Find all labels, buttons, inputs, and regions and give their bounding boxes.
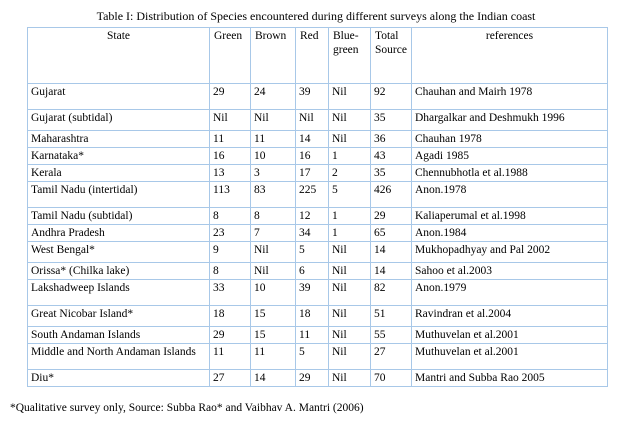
table-row <box>28 131 608 148</box>
cell-green: 9 <box>210 242 251 263</box>
cell-reference: Dhargalkar and Deshmukh 1996 <box>412 110 608 131</box>
cell-brown: Nil <box>251 242 296 263</box>
footnote: *Qualitative survey only, Source: Subba Rao* and Vaibhav A. Mantri (2006) <box>10 402 364 414</box>
header-green: Green <box>210 28 251 84</box>
header-bluegreen-line2: green <box>333 44 359 56</box>
table-row <box>28 263 608 280</box>
cell-brown: 24 <box>251 84 296 110</box>
cell-state: Diu* <box>28 370 210 387</box>
cell-bluegreen: Nil <box>329 344 371 370</box>
cell-bluegreen: Nil <box>329 242 371 263</box>
cell-reference: Muthuvelan et al.2001 <box>412 327 608 344</box>
cell-red: 34 <box>296 225 329 242</box>
cell-brown: Nil <box>251 110 296 131</box>
cell-total: 14 <box>371 242 412 263</box>
cell-red: 16 <box>296 148 329 165</box>
cell-bluegreen: Nil <box>329 306 371 327</box>
cell-brown: 10 <box>251 280 296 306</box>
cell-red: 5 <box>296 242 329 263</box>
cell-reference: Sahoo et al.2003 <box>412 263 608 280</box>
cell-total: 35 <box>371 110 412 131</box>
table-row <box>28 165 608 182</box>
cell-brown: 10 <box>251 148 296 165</box>
cell-red: 17 <box>296 165 329 182</box>
header-total-line1: Total <box>375 30 399 42</box>
cell-green: 27 <box>210 370 251 387</box>
table-row <box>28 280 608 306</box>
cell-reference: Kaliaperumal et al.1998 <box>412 208 608 225</box>
header-row <box>28 28 608 84</box>
cell-brown: 15 <box>251 327 296 344</box>
table-row <box>28 110 608 131</box>
cell-state: South Andaman Islands <box>28 327 210 344</box>
cell-total: 426 <box>371 182 412 208</box>
table-row <box>28 208 608 225</box>
cell-reference: Muthuvelan et al.2001 <box>412 344 608 370</box>
cell-reference: Agadi 1985 <box>412 148 608 165</box>
cell-red: 225 <box>296 182 329 208</box>
cell-total: 92 <box>371 84 412 110</box>
cell-green: 11 <box>210 344 251 370</box>
cell-reference: Chennubhotla et al.1988 <box>412 165 608 182</box>
cell-total: 43 <box>371 148 412 165</box>
cell-state: Lakshadweep Islands <box>28 280 210 306</box>
cell-green: 8 <box>210 208 251 225</box>
header-red: Red <box>296 28 329 84</box>
cell-state: Gujarat (subtidal) <box>28 110 210 131</box>
table-row <box>28 370 608 387</box>
table-row <box>28 84 608 110</box>
header-references: references <box>412 28 608 84</box>
table-body <box>28 84 608 387</box>
cell-green: 113 <box>210 182 251 208</box>
cell-total: 70 <box>371 370 412 387</box>
cell-green: 18 <box>210 306 251 327</box>
cell-red: 29 <box>296 370 329 387</box>
cell-green: 29 <box>210 327 251 344</box>
cell-total: 14 <box>371 263 412 280</box>
cell-total: 35 <box>371 165 412 182</box>
table-row <box>28 344 608 370</box>
cell-brown: 8 <box>251 208 296 225</box>
cell-brown: 11 <box>251 344 296 370</box>
cell-state: Tamil Nadu (intertidal) <box>28 182 210 208</box>
cell-total: 65 <box>371 225 412 242</box>
table-row <box>28 182 608 208</box>
cell-green: 29 <box>210 84 251 110</box>
cell-state: Gujarat <box>28 84 210 110</box>
cell-red: 6 <box>296 263 329 280</box>
cell-red: 39 <box>296 84 329 110</box>
cell-bluegreen: Nil <box>329 110 371 131</box>
cell-reference: Mantri and Subba Rao 2005 <box>412 370 608 387</box>
cell-state: Karnataka* <box>28 148 210 165</box>
cell-bluegreen: Nil <box>329 84 371 110</box>
cell-red: 39 <box>296 280 329 306</box>
cell-state: Maharashtra <box>28 131 210 148</box>
table-row <box>28 242 608 263</box>
cell-total: 55 <box>371 327 412 344</box>
cell-green: 16 <box>210 148 251 165</box>
cell-total: 36 <box>371 131 412 148</box>
cell-bluegreen: Nil <box>329 327 371 344</box>
header-total <box>371 28 412 84</box>
cell-state: Middle and North Andaman Islands <box>28 344 210 370</box>
cell-green: 23 <box>210 225 251 242</box>
cell-brown: 11 <box>251 131 296 148</box>
cell-red: Nil <box>296 110 329 131</box>
cell-reference: Ravindran et al.2004 <box>412 306 608 327</box>
table-row <box>28 306 608 327</box>
cell-total: 82 <box>371 280 412 306</box>
cell-state: Kerala <box>28 165 210 182</box>
cell-brown: 15 <box>251 306 296 327</box>
cell-green: Nil <box>210 110 251 131</box>
cell-reference: Chauhan 1978 <box>412 131 608 148</box>
cell-reference: Mukhopadhyay and Pal 2002 <box>412 242 608 263</box>
cell-bluegreen: Nil <box>329 370 371 387</box>
cell-bluegreen: Nil <box>329 131 371 148</box>
table-row <box>28 148 608 165</box>
cell-total: 29 <box>371 208 412 225</box>
cell-brown: 3 <box>251 165 296 182</box>
cell-reference: Anon.1978 <box>412 182 608 208</box>
cell-bluegreen: 2 <box>329 165 371 182</box>
cell-bluegreen: 1 <box>329 208 371 225</box>
header-bluegreen <box>329 28 371 84</box>
table-row <box>28 225 608 242</box>
cell-total: 27 <box>371 344 412 370</box>
table-row <box>28 327 608 344</box>
cell-bluegreen: Nil <box>329 263 371 280</box>
header-bluegreen-line1: Blue- <box>333 30 359 42</box>
cell-red: 11 <box>296 327 329 344</box>
cell-state: Andhra Pradesh <box>28 225 210 242</box>
cell-reference: Anon.1979 <box>412 280 608 306</box>
cell-green: 8 <box>210 263 251 280</box>
cell-total: 51 <box>371 306 412 327</box>
cell-bluegreen: 1 <box>329 148 371 165</box>
species-distribution-table <box>27 27 608 387</box>
cell-reference: Anon.1984 <box>412 225 608 242</box>
cell-brown: Nil <box>251 263 296 280</box>
cell-state: West Bengal* <box>28 242 210 263</box>
cell-green: 13 <box>210 165 251 182</box>
cell-brown: 7 <box>251 225 296 242</box>
cell-state: Orissa* (Chilka lake) <box>28 263 210 280</box>
cell-state: Tamil Nadu (subtidal) <box>28 208 210 225</box>
cell-green: 33 <box>210 280 251 306</box>
cell-red: 14 <box>296 131 329 148</box>
cell-reference: Chauhan and Mairh 1978 <box>412 84 608 110</box>
header-total-line2: Source <box>375 44 407 56</box>
cell-bluegreen: 5 <box>329 182 371 208</box>
header-state: State <box>28 28 210 84</box>
header-brown: Brown <box>251 28 296 84</box>
cell-red: 18 <box>296 306 329 327</box>
cell-red: 5 <box>296 344 329 370</box>
cell-state: Great Nicobar Island* <box>28 306 210 327</box>
cell-bluegreen: 1 <box>329 225 371 242</box>
cell-brown: 14 <box>251 370 296 387</box>
cell-bluegreen: Nil <box>329 280 371 306</box>
cell-red: 12 <box>296 208 329 225</box>
table-caption: Table I: Distribution of Species encountered during different surveys along the Indian coast <box>96 9 536 23</box>
cell-green: 11 <box>210 131 251 148</box>
cell-brown: 83 <box>251 182 296 208</box>
